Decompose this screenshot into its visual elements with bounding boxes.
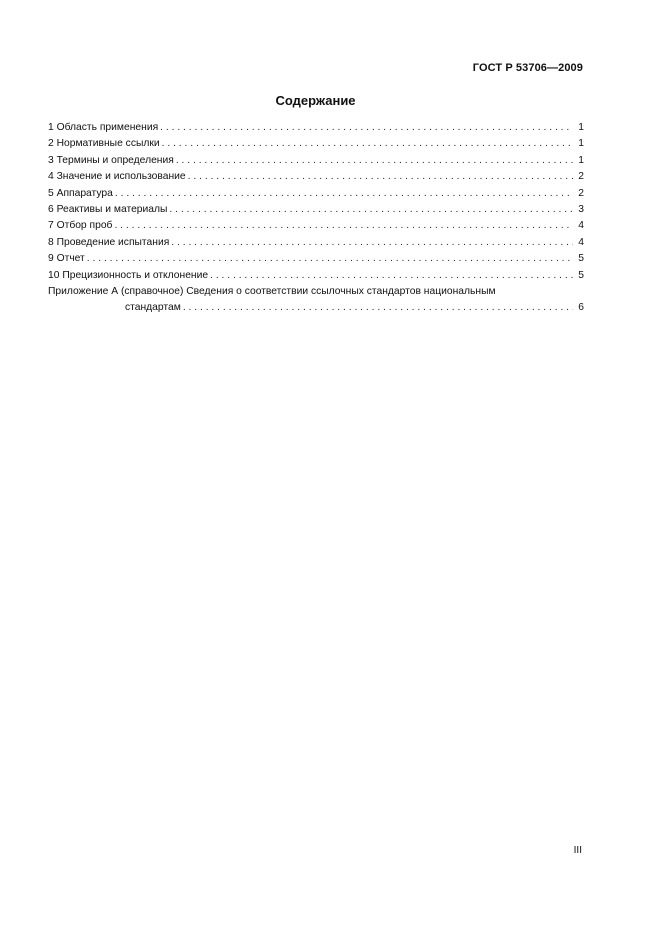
toc-entry-label: 3 Термины и определения	[48, 154, 174, 166]
toc-entry-page: 2	[578, 171, 584, 183]
toc-entry-label: 9 Отчет	[48, 253, 85, 265]
toc-appendix-entry[interactable]	[48, 284, 584, 300]
toc-entry-label: 5 Аппаратура	[48, 187, 113, 199]
page-number: III	[573, 845, 582, 856]
toc-entry-label: 4 Значение и использование	[48, 171, 186, 183]
toc-dot-leader	[115, 186, 573, 202]
toc-entry-page: 4	[578, 236, 584, 248]
toc-entry-label: 7 Отбор проб	[48, 220, 113, 232]
toc-entry[interactable]	[48, 169, 584, 185]
toc-entry-page: 1	[578, 154, 584, 166]
toc-entry[interactable]	[48, 251, 584, 267]
document-code: ГОСТ Р 53706—2009	[472, 62, 583, 74]
toc-entry-page: 5	[578, 269, 584, 281]
table-of-contents	[48, 120, 584, 317]
toc-entry-page: 3	[578, 203, 584, 215]
toc-entry[interactable]	[48, 136, 584, 152]
toc-dot-leader	[176, 153, 573, 169]
toc-dot-leader	[169, 202, 573, 218]
toc-dot-leader	[183, 300, 573, 316]
toc-entry-page: 4	[578, 220, 584, 232]
toc-dot-leader	[87, 251, 573, 267]
toc-entry[interactable]	[48, 235, 584, 251]
toc-dot-leader	[171, 235, 573, 251]
toc-dot-leader	[210, 268, 573, 284]
toc-entry-label: 2 Нормативные ссылки	[48, 138, 160, 150]
toc-entry-page: 6	[578, 302, 584, 314]
toc-entry-label: 10 Прецизионность и отклонение	[48, 269, 209, 281]
toc-entry-page: 1	[578, 122, 584, 133]
toc-entry[interactable]	[48, 120, 584, 136]
toc-entry-label: 8 Проведение испытания	[48, 236, 170, 248]
toc-entry[interactable]	[48, 186, 584, 202]
toc-entry-page: 1	[578, 138, 584, 150]
toc-title: Содержание	[275, 93, 356, 108]
toc-dot-leader	[114, 218, 573, 234]
toc-dot-leader	[160, 120, 573, 136]
toc-entry[interactable]	[48, 153, 584, 169]
toc-dot-leader	[162, 136, 573, 152]
toc-appendix-label-line2: стандартам	[125, 302, 181, 314]
toc-appendix-continuation[interactable]	[48, 300, 584, 316]
toc-entry-label: 1 Область применения	[48, 122, 159, 133]
toc-entry[interactable]	[48, 218, 584, 234]
toc-entry-page: 2	[578, 187, 584, 199]
toc-entry-label: 6 Реактивы и материалы	[48, 203, 168, 215]
toc-appendix-label-line1: Приложение А (справочное) Сведения о соответствии ссылочных стандартов национальным	[48, 285, 496, 297]
toc-entry[interactable]	[48, 268, 584, 284]
toc-dot-leader	[188, 169, 573, 185]
toc-entry[interactable]	[48, 202, 584, 218]
toc-entry-page: 5	[578, 253, 584, 265]
